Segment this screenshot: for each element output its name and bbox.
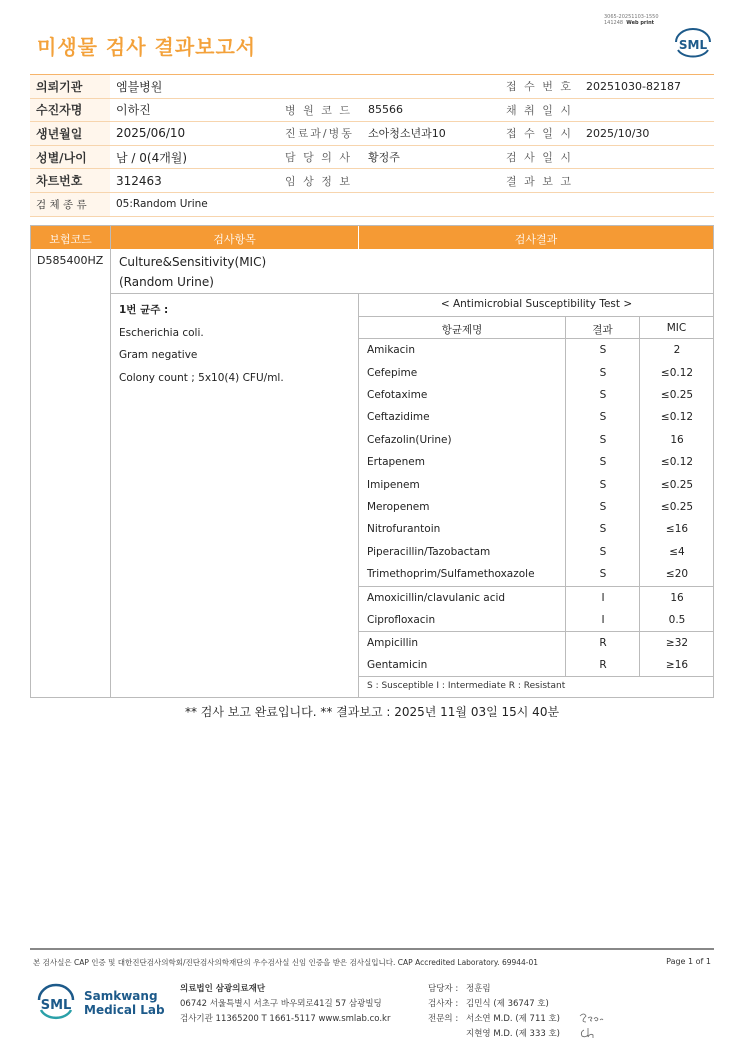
- footer-sml-logo: [36, 980, 76, 1024]
- staff-label: 담당자 :: [428, 984, 459, 994]
- info-value: 2025/06/10: [116, 126, 186, 141]
- organism-line: Escherichia coli.: [119, 326, 204, 339]
- antibiotic-name: Cefazolin(Urine): [367, 433, 452, 446]
- signature: [576, 1008, 612, 1040]
- antibiotic-mic: ≤16: [665, 523, 689, 536]
- footer-divider: [30, 948, 714, 950]
- antibiotic-row: [359, 563, 713, 585]
- info-label: 차트번호: [30, 169, 110, 192]
- antibiotic-name: Piperacillin/Tazobactam: [367, 545, 491, 558]
- antibiotic-mic: ≤0.12: [660, 366, 694, 379]
- info-label: 병 원 코 드: [285, 103, 352, 117]
- antibiotic-row: [359, 518, 713, 540]
- staff-name: 서소연 M.D. (제 711 호): [466, 1014, 561, 1024]
- info-row: [30, 146, 714, 170]
- ast-header-name: 항균제명: [441, 324, 483, 336]
- antibiotic-row: [359, 632, 713, 654]
- antibiotic-result: S: [599, 545, 607, 558]
- document-code-line1: 3065-20251103-1550: [604, 14, 659, 20]
- antibiotic-name: Amikacin: [367, 344, 416, 357]
- antibiotic-row: [359, 496, 713, 518]
- organism-line: 1번 균주 :: [119, 304, 169, 316]
- info-label: 성별/나이: [30, 146, 110, 169]
- info-value: 85566: [368, 103, 403, 117]
- antibiotic-result: R: [599, 637, 607, 650]
- antibiotic-mic: ≤4: [669, 545, 685, 558]
- test-name-line2: (Random Urine): [119, 275, 214, 289]
- info-value: 황정주: [368, 151, 400, 165]
- staff-list: [428, 982, 560, 1042]
- ast-header-result: 결과: [592, 324, 613, 336]
- info-label: 수진자명: [30, 99, 110, 122]
- antibiotic-name: Cefepime: [367, 366, 418, 379]
- antibiotic-mic: 16: [670, 433, 684, 446]
- info-value: [580, 146, 714, 169]
- organization-info: [180, 982, 390, 1027]
- info-value: 남 / 0(4개월): [116, 150, 188, 165]
- antibiotic-result: S: [599, 433, 607, 446]
- antibiotic-mic: ≥32: [665, 637, 689, 650]
- antibiotic-row: [359, 429, 713, 451]
- info-value: 312463: [116, 173, 162, 188]
- info-label: 생년월일: [30, 122, 110, 145]
- info-value: 이하진: [116, 103, 151, 118]
- info-label: 접 수 번 호: [506, 80, 573, 94]
- staff-name: 지현영 M.D. (제 333 호): [466, 1029, 561, 1039]
- test-name: [119, 252, 266, 292]
- organism-line: Colony count ; 5x10(4) CFU/ml.: [119, 371, 284, 384]
- antibiotic-result: S: [599, 456, 607, 469]
- antibiotic-row: [359, 609, 713, 631]
- info-row: [30, 75, 714, 99]
- row-divider: [110, 293, 713, 294]
- ast-legend: S : Susceptible I : Intermediate R : Resistant: [367, 681, 566, 691]
- info-value: [580, 99, 714, 122]
- antibiotic-row: [359, 587, 713, 609]
- antibiotic-result: S: [599, 478, 607, 491]
- sml-logo: [672, 26, 714, 60]
- accreditation-note: 본 검사실은 CAP 인증 및 대한진단검사의학회/진단검사의학재단의 우수검사실 신임 인증을 받은 검사실입니다. CAP Accredited Laboratory. 69944-01: [33, 958, 539, 967]
- column-divider: [358, 226, 359, 249]
- antibiotic-name: Imipenem: [367, 478, 420, 491]
- antibiotic-result: S: [599, 568, 607, 581]
- staff-name: 김민식 (제 36747 호): [466, 999, 549, 1009]
- header-insurance-code: 보험코드: [49, 233, 92, 246]
- staff-label: 전문의 :: [428, 1014, 459, 1024]
- antibiotic-mic: 0.5: [668, 614, 686, 627]
- antibiotic-mic: 2: [673, 344, 681, 357]
- header-test-result: 검사결과: [514, 233, 558, 246]
- page-number: Page 1 of 1: [666, 957, 711, 966]
- info-value: 엠블병원: [116, 79, 163, 94]
- organization-contact: 검사기관 11365200 T 1661-5117 www.smlab.co.kr: [180, 1014, 391, 1024]
- antibiotic-mic: ≤0.12: [660, 411, 694, 424]
- antibiotic-result: S: [599, 523, 607, 536]
- antibiotic-row: [359, 361, 713, 383]
- info-label: 담 당 의 사: [285, 151, 352, 165]
- antibiotic-result: S: [599, 411, 607, 424]
- antibiotic-row: [359, 473, 713, 495]
- svg-text:SML: SML: [678, 38, 708, 52]
- svg-text:SML: SML: [40, 998, 72, 1013]
- info-label: 검 체 종 류: [30, 193, 110, 216]
- info-value: [580, 169, 714, 192]
- info-label: 임 상 정 보: [285, 174, 352, 188]
- patient-info-table: [30, 74, 714, 217]
- antibiotic-mic: ≤0.12: [660, 456, 694, 469]
- antibiotic-row: [359, 451, 713, 473]
- antibiotic-result: S: [599, 388, 607, 401]
- organization-name: 의료법인 삼광의료재단: [180, 984, 266, 994]
- info-row: [30, 169, 714, 193]
- antibiotic-name: Nitrofurantoin: [367, 523, 441, 536]
- results-header: [31, 226, 713, 249]
- antibiotic-mic: ≤0.25: [660, 388, 694, 401]
- column-divider: [110, 226, 111, 697]
- antibiotic-mic: ≤0.25: [660, 500, 694, 513]
- info-row: [30, 122, 714, 146]
- info-label: 결 과 보 고: [506, 174, 573, 188]
- antibiotic-name: Ceftazidime: [367, 411, 430, 424]
- info-value: 2025/10/30: [586, 126, 650, 140]
- info-value: 05:Random Urine: [116, 198, 208, 211]
- antibiotic-row: [359, 654, 713, 676]
- info-label: 채 취 일 시: [506, 103, 573, 117]
- antibiotic-row: [359, 406, 713, 428]
- antibiotic-name: Ampicillin: [367, 637, 419, 650]
- antibiotic-mic: ≥16: [665, 659, 689, 672]
- insurance-code: D585400HZ: [37, 254, 104, 267]
- organism-info: [119, 299, 284, 389]
- info-value: [362, 75, 500, 98]
- antibiotic-mic: ≤20: [665, 568, 689, 581]
- header-test-item: 검사항목: [213, 233, 256, 246]
- antibiotic-row: [359, 541, 713, 563]
- staff-row: [428, 1027, 560, 1042]
- info-label: 진료과/병동: [285, 127, 354, 141]
- row-divider: [359, 316, 713, 317]
- staff-name: 정훈림: [466, 984, 491, 994]
- antibiotic-row: [359, 339, 713, 361]
- antibiotic-name: Ertapenem: [367, 456, 425, 469]
- info-row: [30, 99, 714, 123]
- staff-row: [428, 1012, 560, 1027]
- footer-logo-line1: Samkwang: [84, 989, 158, 1003]
- ast-title: < Antimicrobial Susceptibility Test >: [440, 298, 633, 310]
- results-table: [30, 225, 714, 698]
- antibiotic-mic: 16: [670, 592, 684, 605]
- document-code: [604, 14, 659, 26]
- info-value: [362, 169, 500, 192]
- info-label: [279, 75, 362, 98]
- organization-address: 06742 서울특별시 서초구 바우뫼로41길 57 삼광빌딩: [180, 999, 382, 1009]
- info-label: 검 사 일 시: [506, 151, 573, 165]
- antibiotic-name: Cefotaxime: [367, 388, 428, 401]
- antibiotic-name: Trimethoprim/Sulfamethoxazole: [367, 568, 535, 581]
- antibiotic-result: I: [601, 614, 605, 627]
- antibiotic-name: Amoxicillin/clavulanic acid: [367, 592, 506, 605]
- antibiotic-name: Meropenem: [367, 500, 430, 513]
- test-name-line1: Culture&Sensitivity(MIC): [119, 255, 267, 269]
- document-code-line2: 141248 Web print: [604, 20, 655, 26]
- antibiotic-name: Ciprofloxacin: [367, 614, 436, 627]
- info-value: 20251030-82187: [586, 79, 681, 93]
- staff-label: 검사자 :: [428, 999, 459, 1009]
- antibiotic-result: S: [599, 500, 607, 513]
- antibiotic-row: [359, 384, 713, 406]
- antibiotic-mic: ≤0.25: [660, 478, 694, 491]
- antibiotic-result: S: [599, 344, 607, 357]
- staff-row: [428, 982, 560, 997]
- antibiotic-result: S: [599, 366, 607, 379]
- footer-logo-line2: Medical Lab: [84, 1003, 165, 1017]
- footer-logo-text: [84, 989, 165, 1017]
- antibiotic-result: R: [599, 659, 607, 672]
- page-title: 미생물 검사 결과보고서: [37, 35, 257, 59]
- ast-header-mic: MIC: [666, 322, 687, 334]
- info-value: 소아청소년과10: [368, 127, 446, 141]
- info-row: [30, 193, 714, 217]
- info-label: 의뢰기관: [30, 75, 110, 98]
- staff-row: [428, 997, 560, 1012]
- organism-line: Gram negative: [119, 349, 198, 361]
- report-completion: ** 검사 보고 완료입니다. ** 결과보고 : 2025년 11월 03일 15시 40분: [184, 705, 560, 719]
- info-label: 접 수 일 시: [506, 127, 573, 141]
- antibiotic-name: Gentamicin: [367, 659, 428, 672]
- antibiotic-result: I: [601, 592, 605, 605]
